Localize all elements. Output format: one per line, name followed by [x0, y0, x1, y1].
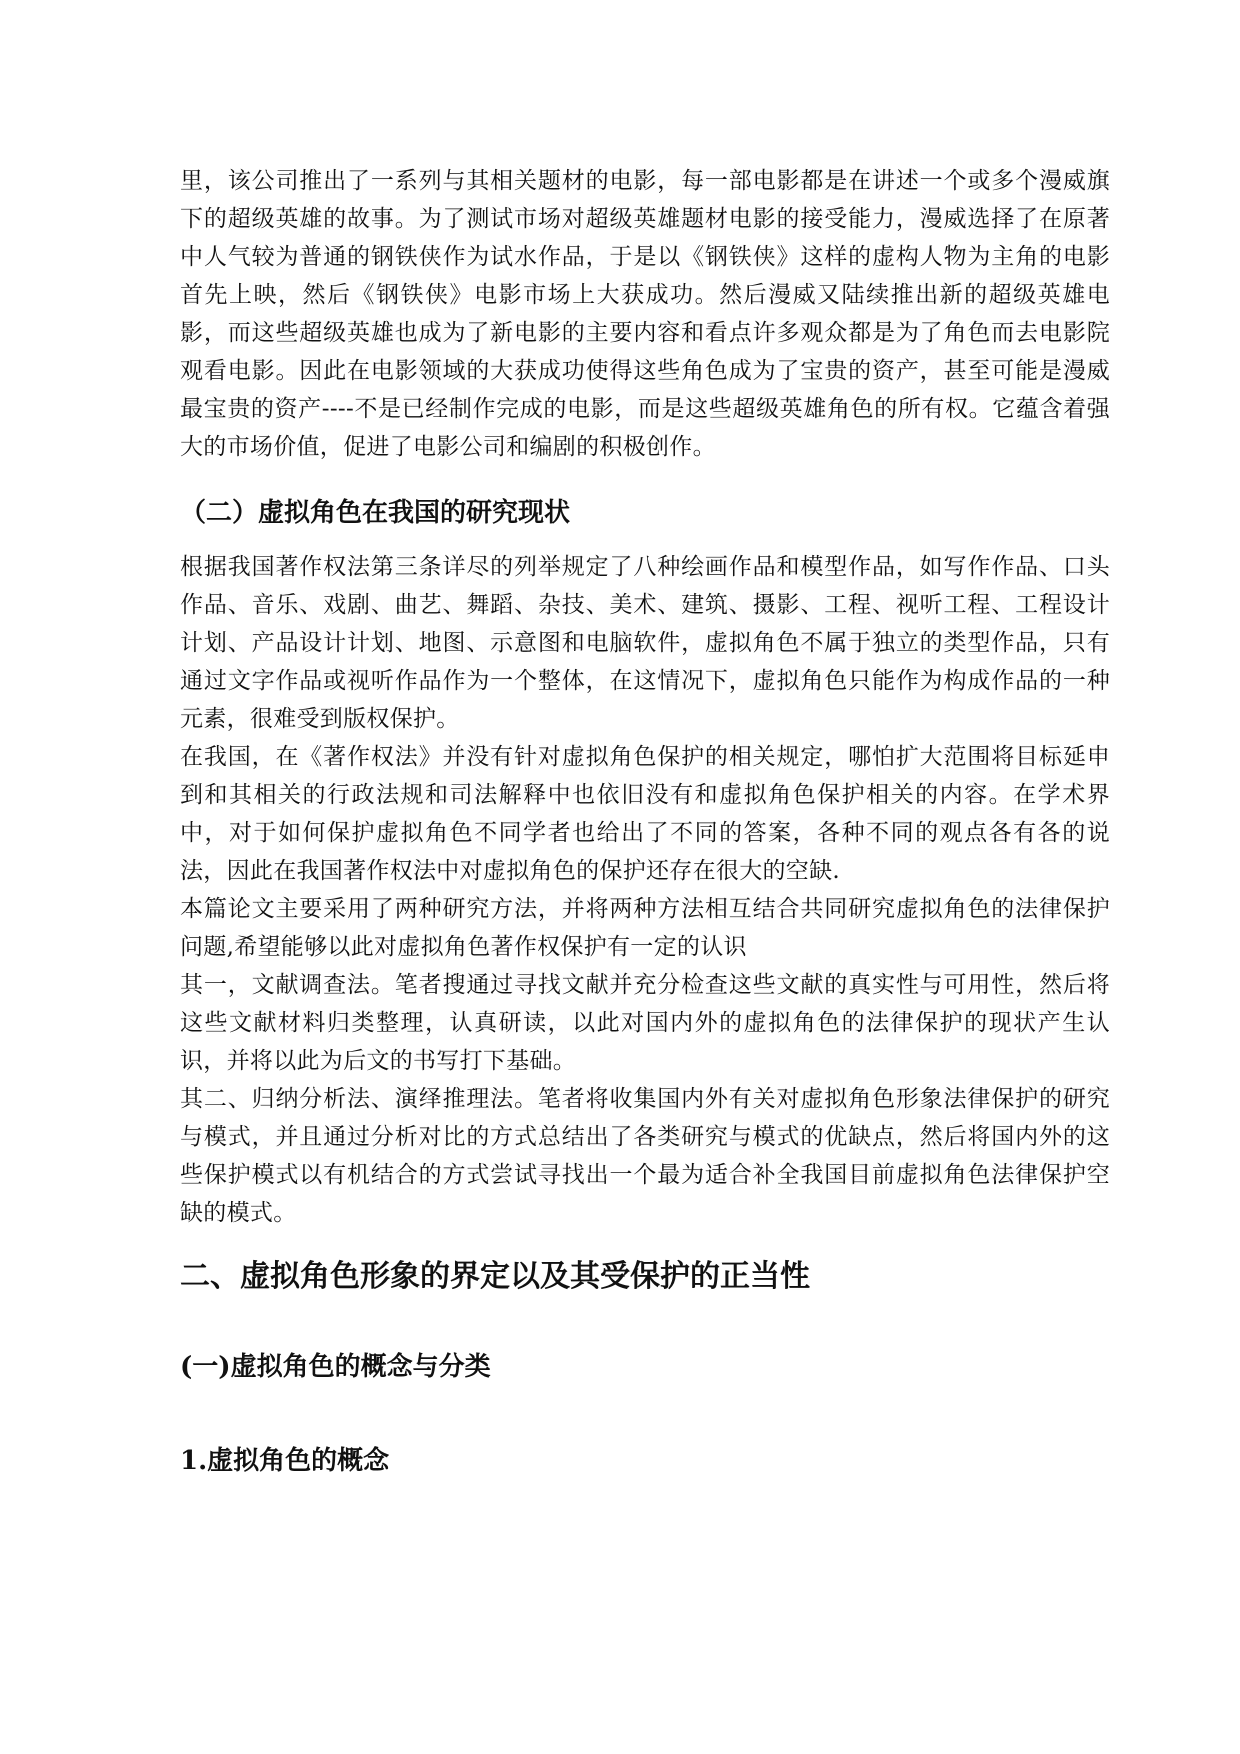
- chapter-heading: 二、虚拟角色形象的界定以及其受保护的正当性: [180, 1259, 810, 1294]
- section-heading: （二）虚拟角色在我国的研究现状: [180, 498, 571, 528]
- body-paragraph: 在我国，在《著作权法》并没有针对虚拟角色保护的相关规定，哪怕扩大范围将目标延申到和其相关的行政法规和司法解释中也依旧没有和虚拟角色保护相关的内容。在学术界中，对于如何保护虚拟角色不同学者也给出了不同的答案，各种不同的观点各有各的说法，因此在我国著作权法中对虚拟角色的保护还存在很大的空缺.: [180, 744, 1110, 884]
- subsection-heading: (一)虚拟角色的概念与分类: [180, 1352, 491, 1382]
- body-paragraph: 里，该公司推出了一系列与其相关题材的电影，每一部电影都是在讲述一个或多个漫威旗下的超级英雄的故事。为了测试市场对超级英雄题材电影的接受能力，漫威选择了在原著中人气较为普通的钢铁侠作为试水作品，于是以《钢铁侠》这样的虚构人物为主角的电影首先上映，然后《钢铁侠》电影市场上大获成功。然后漫威又陆续推出新的超级英雄电影，而这些超级英雄也成为了新电影的主要内容和看点许多观众都是为了角色而去电影院观看电影。因此在电影领域的大获成功使得这些角色成为了宝贵的资产，甚至可能是漫威最宝贵的资产----不是已经制作完成的电影，而是这些超级英雄角色的所有权。它蕴含着强大的市场价值，促进了电影公司和编剧的积极创作。: [180, 168, 1110, 460]
- body-paragraph: 根据我国著作权法第三条详尽的列举规定了八种绘画作品和模型作品，如写作作品、口头作品、音乐、戏剧、曲艺、舞蹈、杂技、美术、建筑、摄影、工程、视听工程、工程设计计划、产品设计计划、地图、示意图和电脑软件，虚拟角色不属于独立的类型作品，只有通过文字作品或视听作品作为一个整体，在这情况下，虚拟角色只能作为构成作品的一种元素，很难受到版权保护。: [180, 554, 1110, 732]
- body-paragraph: 其一，文献调查法。笔者搜通过寻找文献并充分检查这些文献的真实性与可用性，然后将这些文献材料归类整理，认真研读，以此对国内外的虚拟角色的法律保护的现状产生认识，并将以此为后文的书写打下基础。: [180, 972, 1110, 1074]
- body-paragraph: 其二、归纳分析法、演绎推理法。笔者将收集国内外有关对虚拟角色形象法律保护的研究与模式，并且通过分析对比的方式总结出了各类研究与模式的优缺点，然后将国内外的这些保护模式以有机结合的方式尝试寻找出一个最为适合补全我国目前虚拟角色法律保护空缺的模式。: [180, 1086, 1110, 1226]
- subsubsection-heading: 1.虚拟角色的概念: [180, 1446, 390, 1476]
- body-paragraph: 本篇论文主要采用了两种研究方法，并将两种方法相互结合共同研究虚拟角色的法律保护问题,希望能够以此对虚拟角色著作权保护有一定的认识: [180, 896, 1110, 960]
- page-content: [180, 162, 1110, 1480]
